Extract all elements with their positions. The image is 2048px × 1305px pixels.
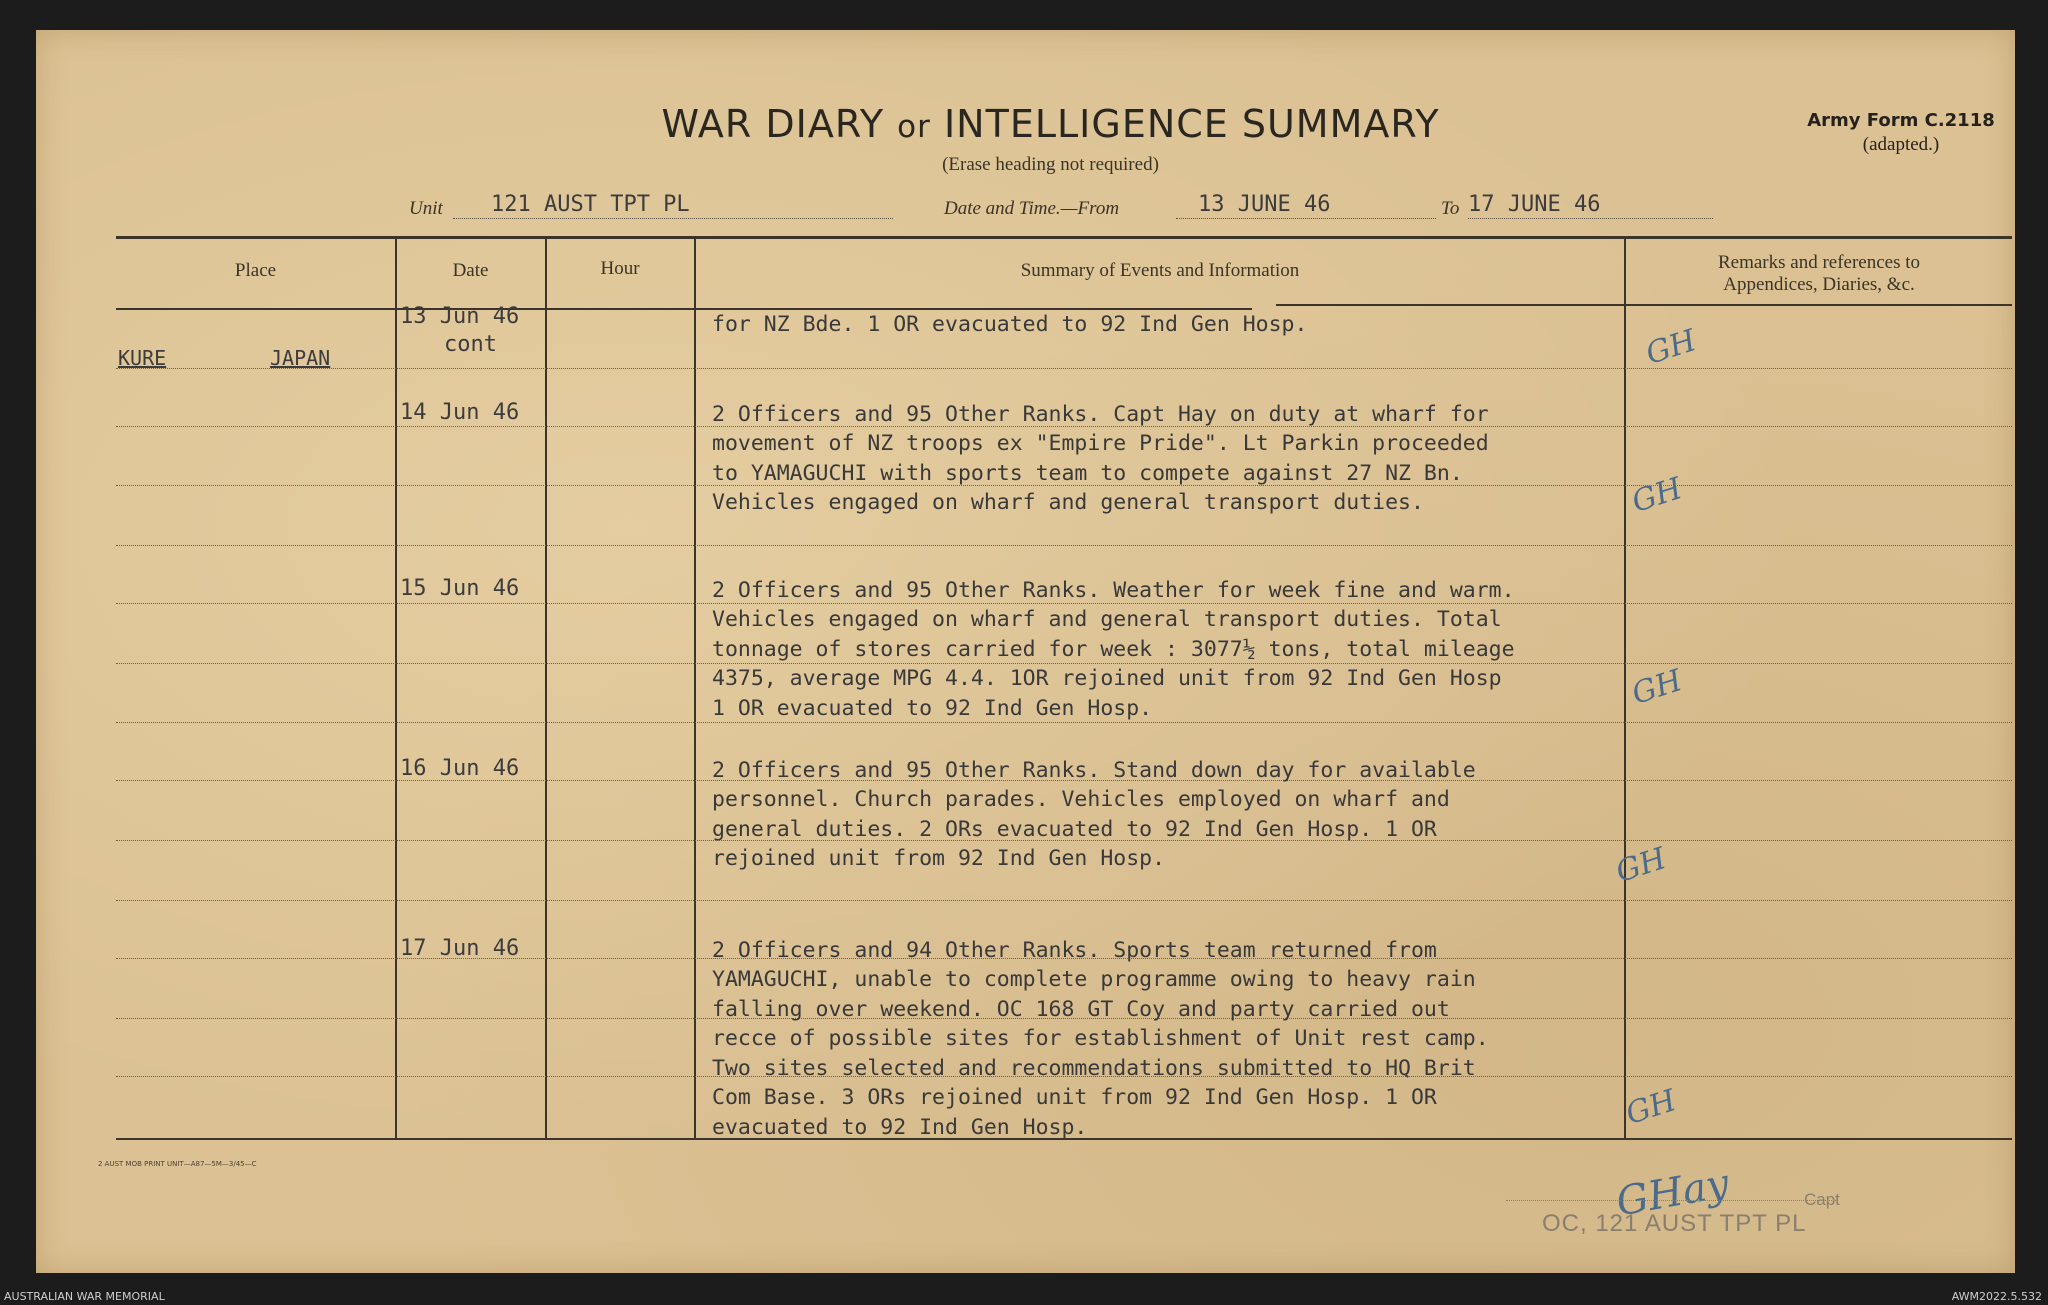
officer-signature: GHay [1612,1160,1733,1226]
date-from-value: 13 JUNE 46 [1198,192,1331,217]
initials-signature: GH [1611,841,1671,890]
entry-date: 14 Jun 46 [400,400,520,425]
from-dotline [1176,218,1436,219]
title-part-1: WAR DIARY [661,102,885,146]
signature-rank: Capt [1804,1190,1840,1209]
col-header-remarks [1626,252,2012,296]
unit-label: Unit [409,198,443,219]
printer-note: 2 AUST MOB PRINT UNIT—A87—5M—3/45—C [98,1160,257,1168]
entry-date: 16 Jun 46 [400,756,520,781]
unit-stamp: OC, 121 AUST TPT PL [1542,1210,1807,1237]
page-subtitle: (Erase heading not required) [942,154,1159,175]
entry-text: 2 Officers and 95 Other Ranks. Weather for week fine and warm. Vehicles engaged on wharf and general transport duties. Total tonnage of stores carried for week : 3077½ tons, total mileage 4375, average MPG 4.4. 1OR rejoined unit from 92 Ind Gen Hosp 1 OR evacuated to 92 Ind Gen Hosp. [712,578,1515,721]
archive-id: AWM2022.5.532 [1951,1290,2042,1303]
entry-text: for NZ Bde. 1 OR evacuated to 92 Ind Gen Hosp. [712,312,1308,337]
army-form-number: Army Form C.2118 [1807,110,1995,131]
col-header-place: Place [234,260,277,281]
place-city: KURE [118,346,167,370]
diary-page [36,30,2015,1273]
initials-signature: GH [1641,323,1701,372]
entry-date: 13 Jun 46 [400,304,520,329]
header-rule-right [1276,304,2012,306]
col-divider-summary [1624,236,1626,1139]
initials-signature: GH [1627,663,1687,712]
date-to-label: To [1441,198,1460,219]
archive-credit: AUSTRALIAN WAR MEMORIAL [4,1290,165,1303]
signature-dotline [1506,1200,1836,1201]
row-rule [116,900,2012,901]
initials-signature: GH [1621,1083,1681,1132]
title-part-2: INTELLIGENCE SUMMARY [943,102,1440,146]
title-or: or [897,109,931,145]
entry-text: 2 Officers and 94 Other Ranks. Sports team returned from YAMAGUCHI, unable to complete programme owing to heavy rain falling over weekend. OC 168 GT Coy and party carried out recce of possible sites for establishment of Unit rest camp. Two sites selected and recommendations submitted to HQ Brit Com Base. 3 ORs rejoined unit from 92 Ind Gen Hosp. 1 OR evacuated to 92 Ind Gen Hosp. [712,938,1489,1140]
col-divider-place [395,236,397,1139]
row-rule [116,545,2012,546]
date-to-value: 17 JUNE 46 [1468,192,1601,217]
col-header-summary: Summary of Events and Information [1020,260,1300,281]
col-header-hour: Hour [600,258,640,279]
row-rule [116,368,2012,369]
date-from-label: Date and Time.—From [944,198,1120,219]
to-dotline [1468,218,1713,219]
army-form-adapted: (adapted.) [1862,134,1940,155]
col-header-date: Date [452,260,489,281]
remarks-line-1: Remarks and references to [1717,252,1921,273]
col-divider-hour [694,236,696,1139]
page-title [36,102,2015,146]
entry-date: 15 Jun 46 [400,576,520,601]
unit-value: 121 AUST TPT PL [491,192,690,217]
col-divider-date [545,236,547,1139]
initials-signature: GH [1627,471,1687,520]
unit-dotline [453,218,893,219]
entry-date-note: cont [444,332,497,357]
table-top-rule [116,236,2012,239]
place-country: JAPAN [270,346,331,370]
entry-text: 2 Officers and 95 Other Ranks. Capt Hay on duty at wharf for movement of NZ troops ex "Empire Pride". Lt Parkin proceeded to YAMAGUCHI with sports team to compete against 27 NZ Bn. Vehicles engaged on wharf and general transport duties. [712,402,1489,516]
entry-date: 17 Jun 46 [400,936,520,961]
remarks-line-2: Appendices, Diaries, &c. [1723,273,1915,295]
entry-text: 2 Officers and 95 Other Ranks. Stand down day for available personnel. Church parades. Vehicles employed on wharf and general duties. 2 ORs evacuated to 92 Ind Gen Hosp. 1 OR rejoined unit from 92 Ind Gen Hosp. [712,758,1476,872]
